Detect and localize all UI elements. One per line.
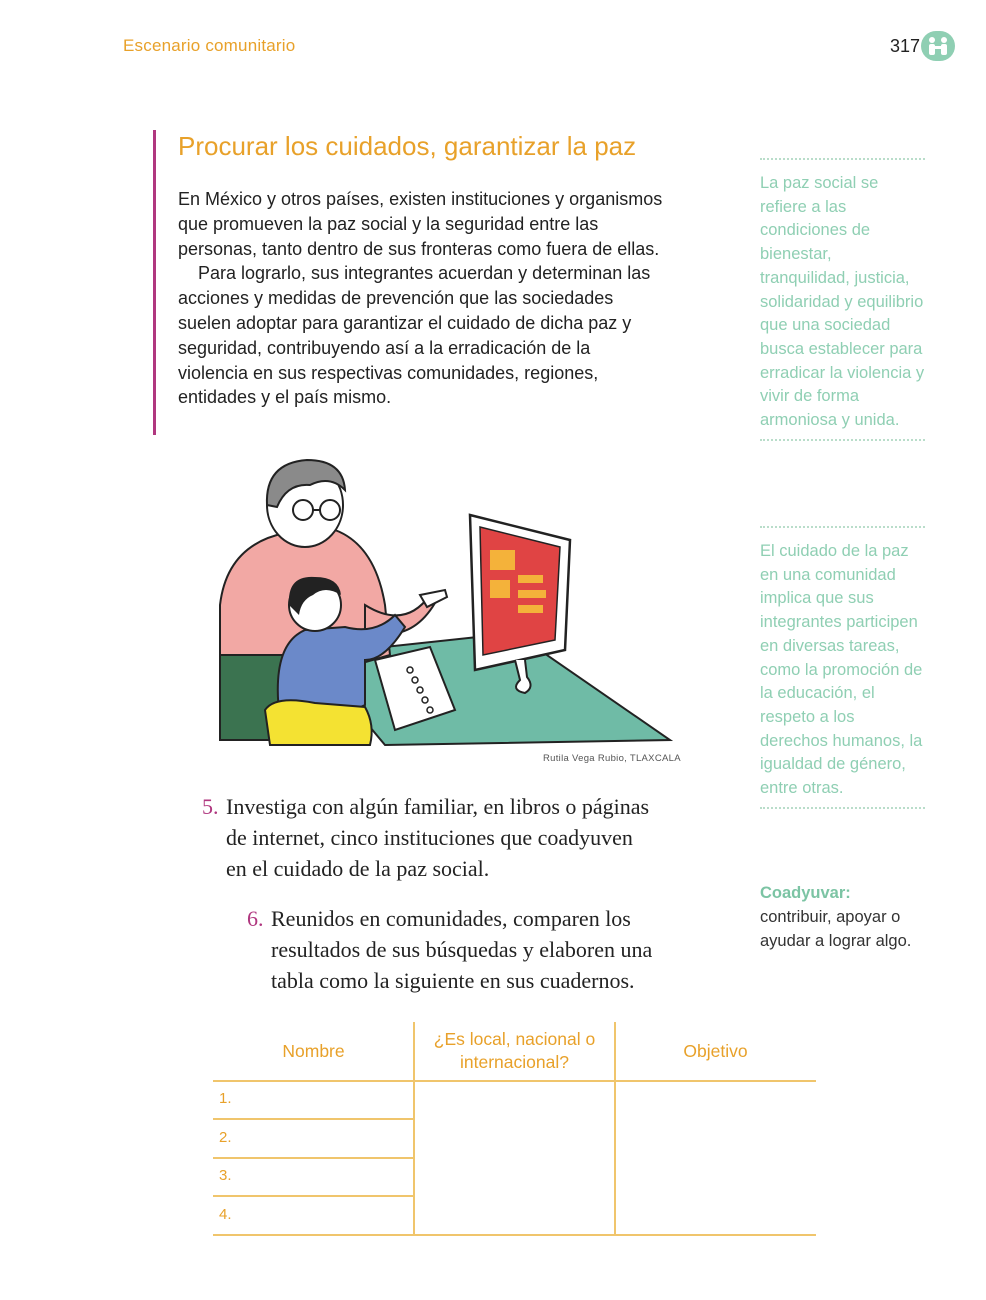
table-row-number: 3. xyxy=(219,1167,232,1184)
page-title: Procurar los cuidados, garantizar la paz xyxy=(178,131,637,161)
table-divider xyxy=(614,1022,616,1236)
task-number: 6. xyxy=(247,906,264,931)
table-header-name: Nombre xyxy=(282,1040,345,1061)
section-accent-bar xyxy=(153,130,156,435)
intro-paragraph-1: En México y otros países, existen instituciones y organismos que promueven la paz social y la seguridad entre las personas, tanto dentro de sus fronteras como fuera de ellas. xyxy=(178,189,663,259)
task-text: Investiga con algún familiar, en libros o páginas de internet, cinco instituciones que coadyuven en el cuidado de la paz social. xyxy=(226,794,650,881)
table-row-number: 1. xyxy=(219,1090,232,1107)
table-row-rule xyxy=(213,1157,414,1159)
table-header-scope: ¿Es local, nacional o internacional? xyxy=(433,1029,596,1072)
section-header: Escenario comunitario xyxy=(123,36,296,55)
sidebar-note-peace: La paz social se refiere a las condiciones de bienestar, tranquilidad, justicia, solidaridad y equilibrio que una sociedad busca establecer para erradicar la violencia y vivir de forma armoniosa y unida. xyxy=(760,158,925,441)
sidebar-note-care: El cuidado de la paz en una comunidad implica que sus integrantes participen en diversas tareas, como la promoción de la educación, el respeto a los derechos humanos, la igualdad de género, entre otras. xyxy=(760,526,925,809)
table-row-number: 2. xyxy=(219,1129,232,1146)
research-table xyxy=(213,1022,816,1236)
intro-text xyxy=(178,187,663,410)
glossary-entry xyxy=(760,881,930,953)
table-divider xyxy=(413,1022,415,1236)
task-5 xyxy=(202,791,656,884)
table-header-objective: Objetivo xyxy=(683,1040,748,1061)
table-bottom-rule xyxy=(213,1234,816,1236)
table-header-rule xyxy=(213,1080,816,1082)
illustration-adult-child-computer xyxy=(215,455,675,750)
task-text: Reunidos en comunidades, comparen los resultados de sus búsquedas y elaboren una tabla como la siguiente en sus cuadernos. xyxy=(271,906,653,993)
glossary-definition: contribuir, apoyar o ayudar a lograr algo. xyxy=(760,908,912,950)
glossary-term: Coadyuvar: xyxy=(760,884,851,902)
table-row-number: 4. xyxy=(219,1206,232,1223)
page-number: 317 xyxy=(890,36,921,56)
table-row-rule xyxy=(213,1118,414,1120)
task-number: 5. xyxy=(202,794,219,819)
people-icon xyxy=(921,31,955,61)
illustration-credit: Rutila Vega Rubio, TLAXCALA xyxy=(543,753,681,764)
task-6 xyxy=(247,903,671,996)
intro-paragraph-2: Para lograrlo, sus integrantes acuerdan y determinan las acciones y medidas de prevención que las sociedades suelen adoptar para garantizar el cuidado de dicha paz y seguridad, contribuyendo así a la erradicación de la violencia en sus respectivas comunidades, regiones, entidades y el país mismo. xyxy=(178,263,651,408)
table-row-rule xyxy=(213,1195,414,1197)
